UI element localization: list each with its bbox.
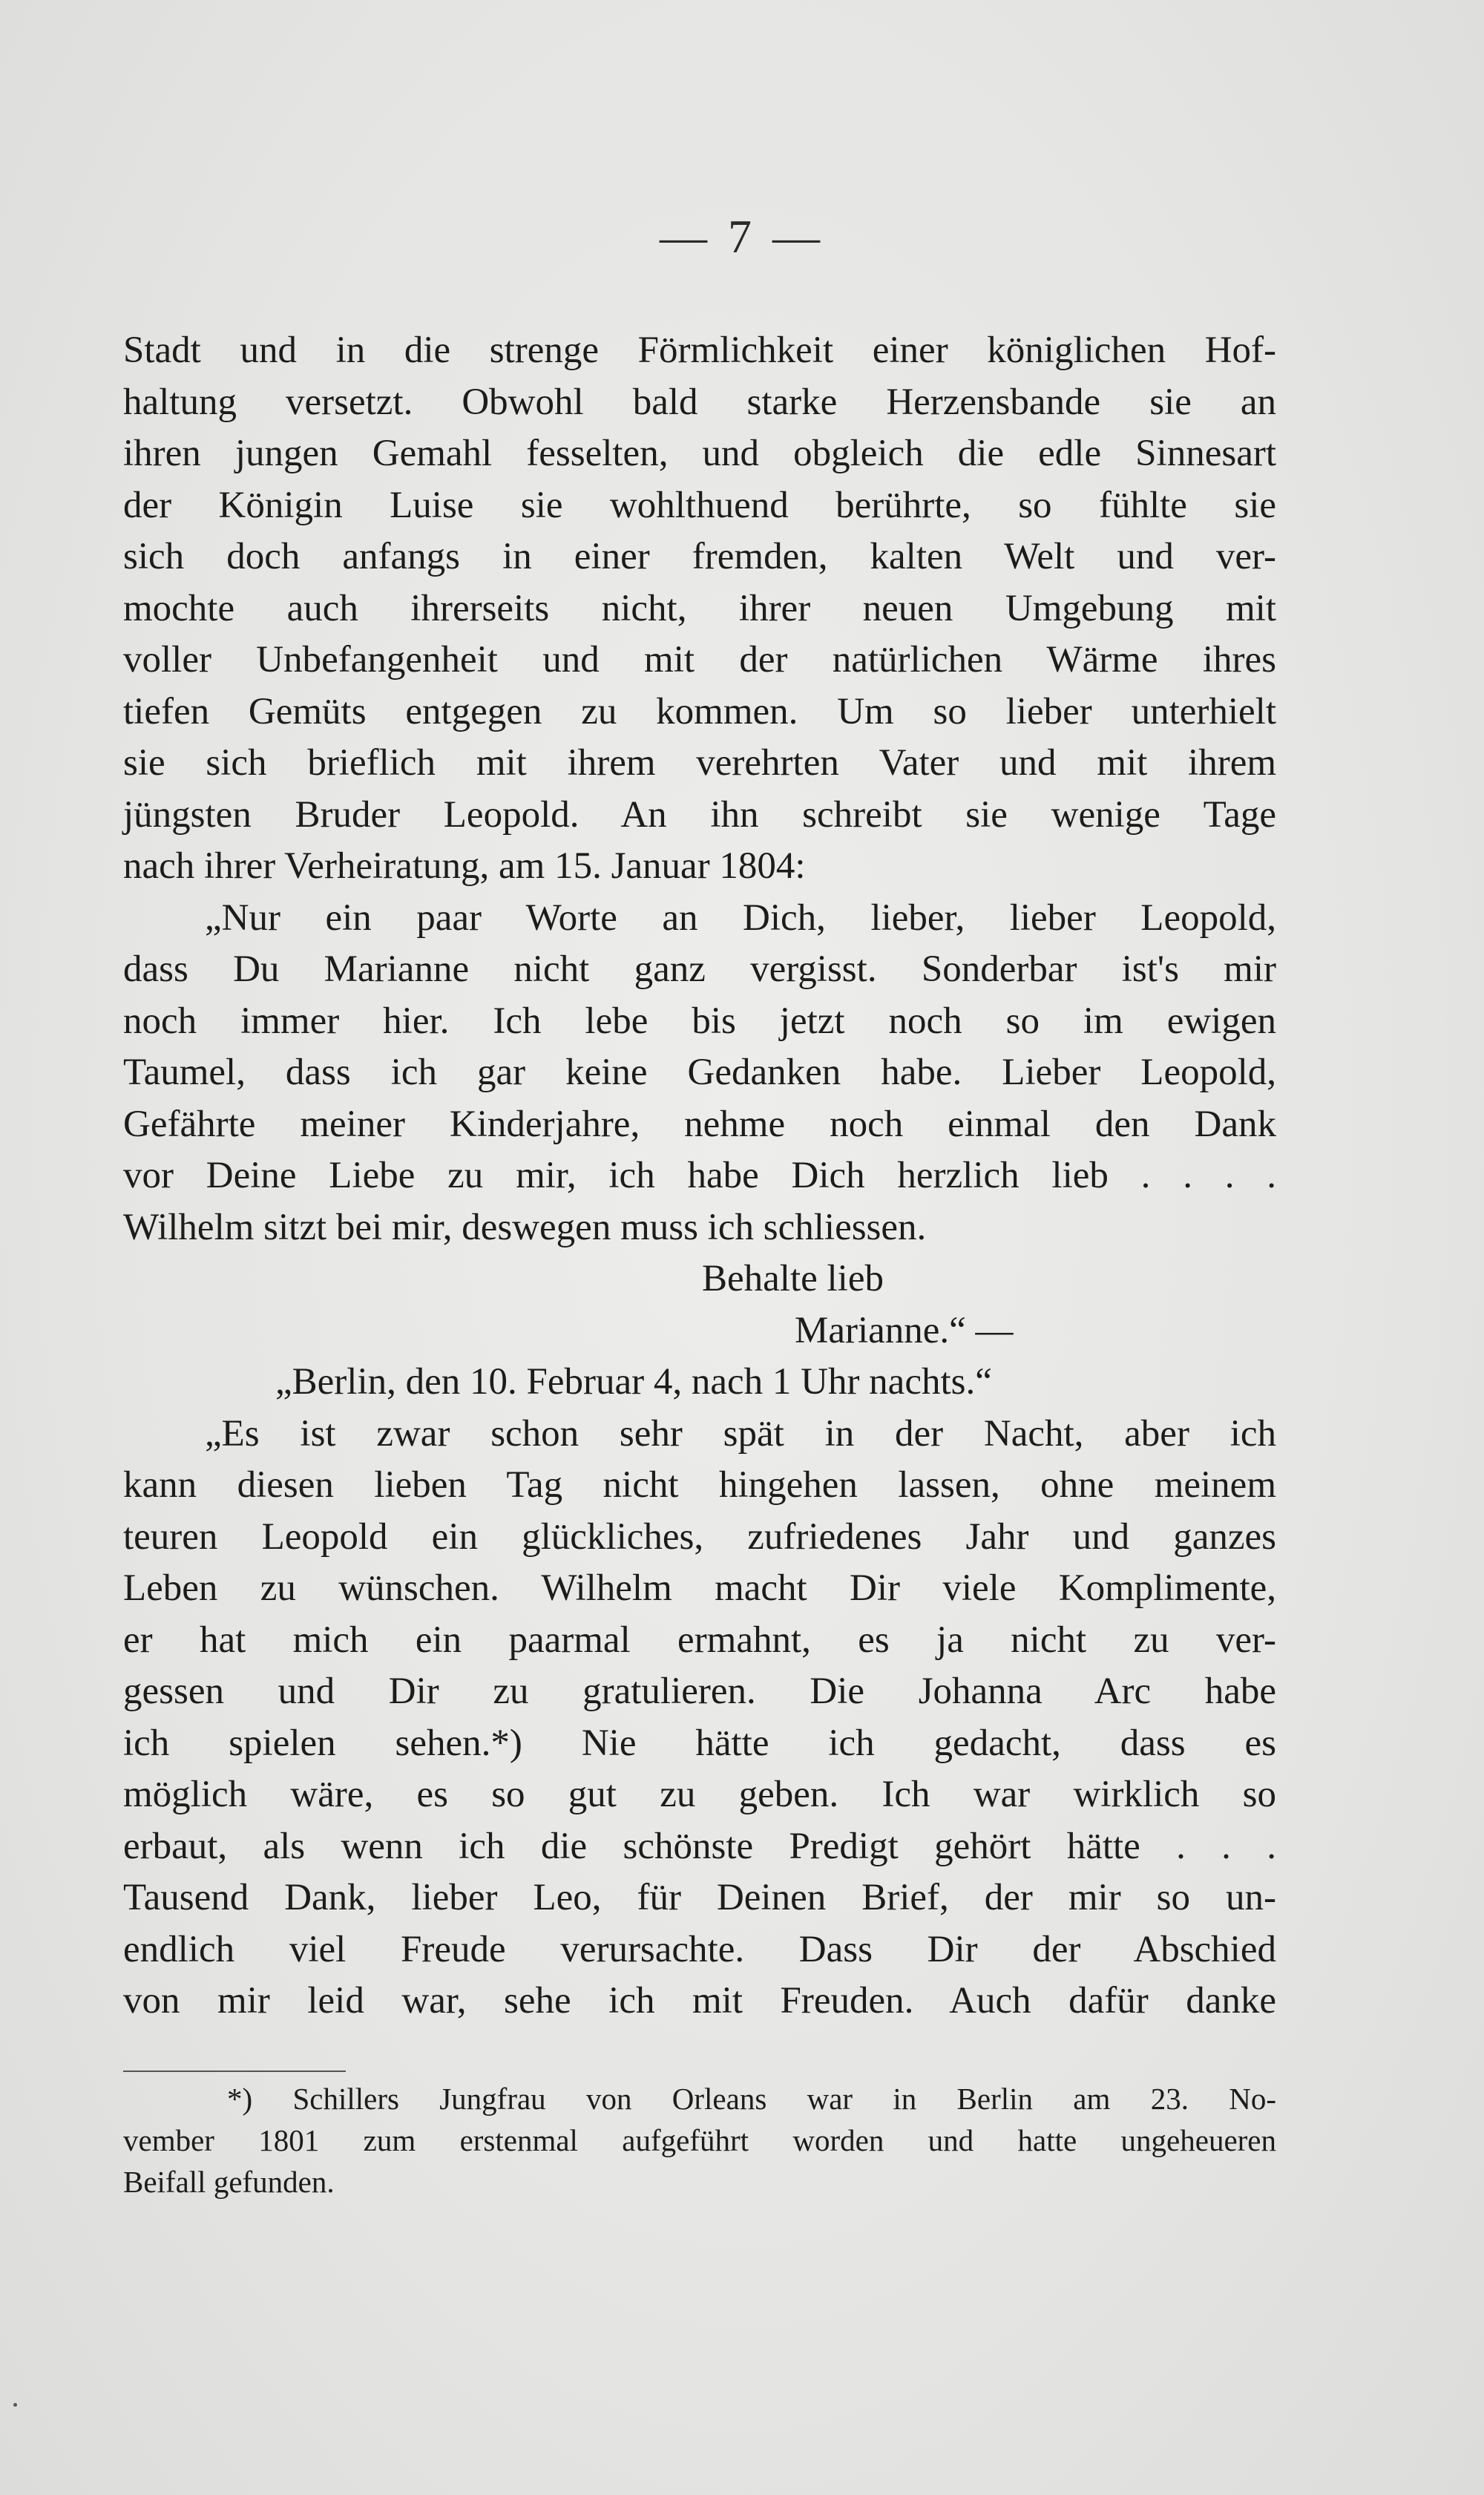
footnote-line: *) Schillers Jungfrau von Orleans war in Berlin am 23. No- [227,2082,1276,2116]
letter-line: endlich viel Freude verursachte. Dass Dir der Abschied [123,1928,1276,1970]
text-line: Stadt und in die strenge Förmlichkeit einer königlichen Hof- [123,330,1276,371]
footnote [123,2078,1276,2203]
letter-line: erbaut, als wenn ich die schönste Predigt gehört hätte . . . [123,1825,1276,1867]
letter-line: Leben zu wünschen. Wilhelm macht Dir viele Komplimente, [123,1567,1276,1609]
body-text [123,325,1276,2027]
letter-line: er hat mich ein paarmal ermahnt, es ja nicht zu ver- [123,1619,1276,1661]
text-line: jüngsten Bruder Leopold. An ihn schreibt sie wenige Tage [123,793,1276,836]
page-number: — 7 — [660,210,824,263]
letter-line: von mir leid war, sehe ich mit Freuden. Auch dafür danke [123,1980,1276,2022]
letter-line: vor Deine Liebe zu mir, ich habe Dich herzlich lieb . . . . [123,1155,1276,1196]
text-line: ihren jungen Gemahl fesselten, und obgleich die edle Sinnesart [123,433,1276,474]
letter-signature: Marianne.“ — [795,1309,1014,1351]
text-line: tiefen Gemüts entgegen zu kommen. Um so lieber unterhielt [123,690,1276,732]
letter-line: teuren Leopold ein glückliches, zufriedenes Jahr und ganzes [123,1515,1276,1558]
page-speck [13,2403,17,2407]
letter-line: Gefährte meiner Kinderjahre, nehme noch einmal den Dank [123,1103,1276,1145]
letter-line: ich spielen sehen.*) Nie hätte ich gedacht, dass es [123,1722,1276,1764]
letter-line: kann diesen lieben Tag nicht hingehen lassen, ohne meinem [123,1464,1276,1506]
letter-line: „Es ist zwar schon sehr spät in der Nacht, aber ich [205,1412,1276,1455]
letter-line: dass Du Marianne nicht ganz vergisst. Sonderbar ist's mir [123,948,1276,990]
letter-line: noch immer hier. Ich lebe bis jetzt noch so im ewigen [123,1000,1276,1042]
text-line: der Königin Luise sie wohlthuend berührte, so fühlte sie [123,484,1276,526]
letter-line: Wilhelm sitzt bei mir, deswegen muss ich schliessen. [123,1206,927,1248]
text-line: haltung versetzt. Obwohl bald starke Herzensbande sie an [123,381,1276,423]
text-line: mochte auch ihrerseits nicht, ihrer neuen Umgebung mit [123,587,1276,629]
text-line: voller Unbefangenheit und mit der natürlichen Wärme ihres [123,639,1276,681]
text-line: sich doch anfangs in einer fremden, kalten Welt und ver- [123,536,1276,577]
letter-dateline: „Berlin, den 10. Februar 4, nach 1 Uhr nachts.“ [275,1361,992,1403]
footnote-divider [123,2071,346,2072]
letter-line: „Nur ein paar Worte an Dich, lieber, lieber Leopold, [205,896,1276,939]
letter-line: gessen und Dir zu gratulieren. Die Johanna Arc habe [123,1671,1276,1712]
footnote-line: Beifall gefunden. [123,2165,335,2199]
letter-line: Taumel, dass ich gar keine Gedanken habe. Lieber Leopold, [123,1052,1276,1093]
letter-line: Tausend Dank, lieber Leo, für Deinen Brief, der mir so un- [123,1877,1276,1918]
letter-closing: Behalte lieb [702,1258,884,1299]
footnote-line: vember 1801 zum erstenmal aufgeführt worden und hatte ungeheueren [123,2123,1276,2157]
text-line: sie sich brieflich mit ihrem verehrten Vater und mit ihrem [123,742,1276,784]
text-line: nach ihrer Verheiratung, am 15. Januar 1804: [123,845,806,887]
letter-line: möglich wäre, es so gut zu geben. Ich war wirklich so [123,1774,1276,1815]
